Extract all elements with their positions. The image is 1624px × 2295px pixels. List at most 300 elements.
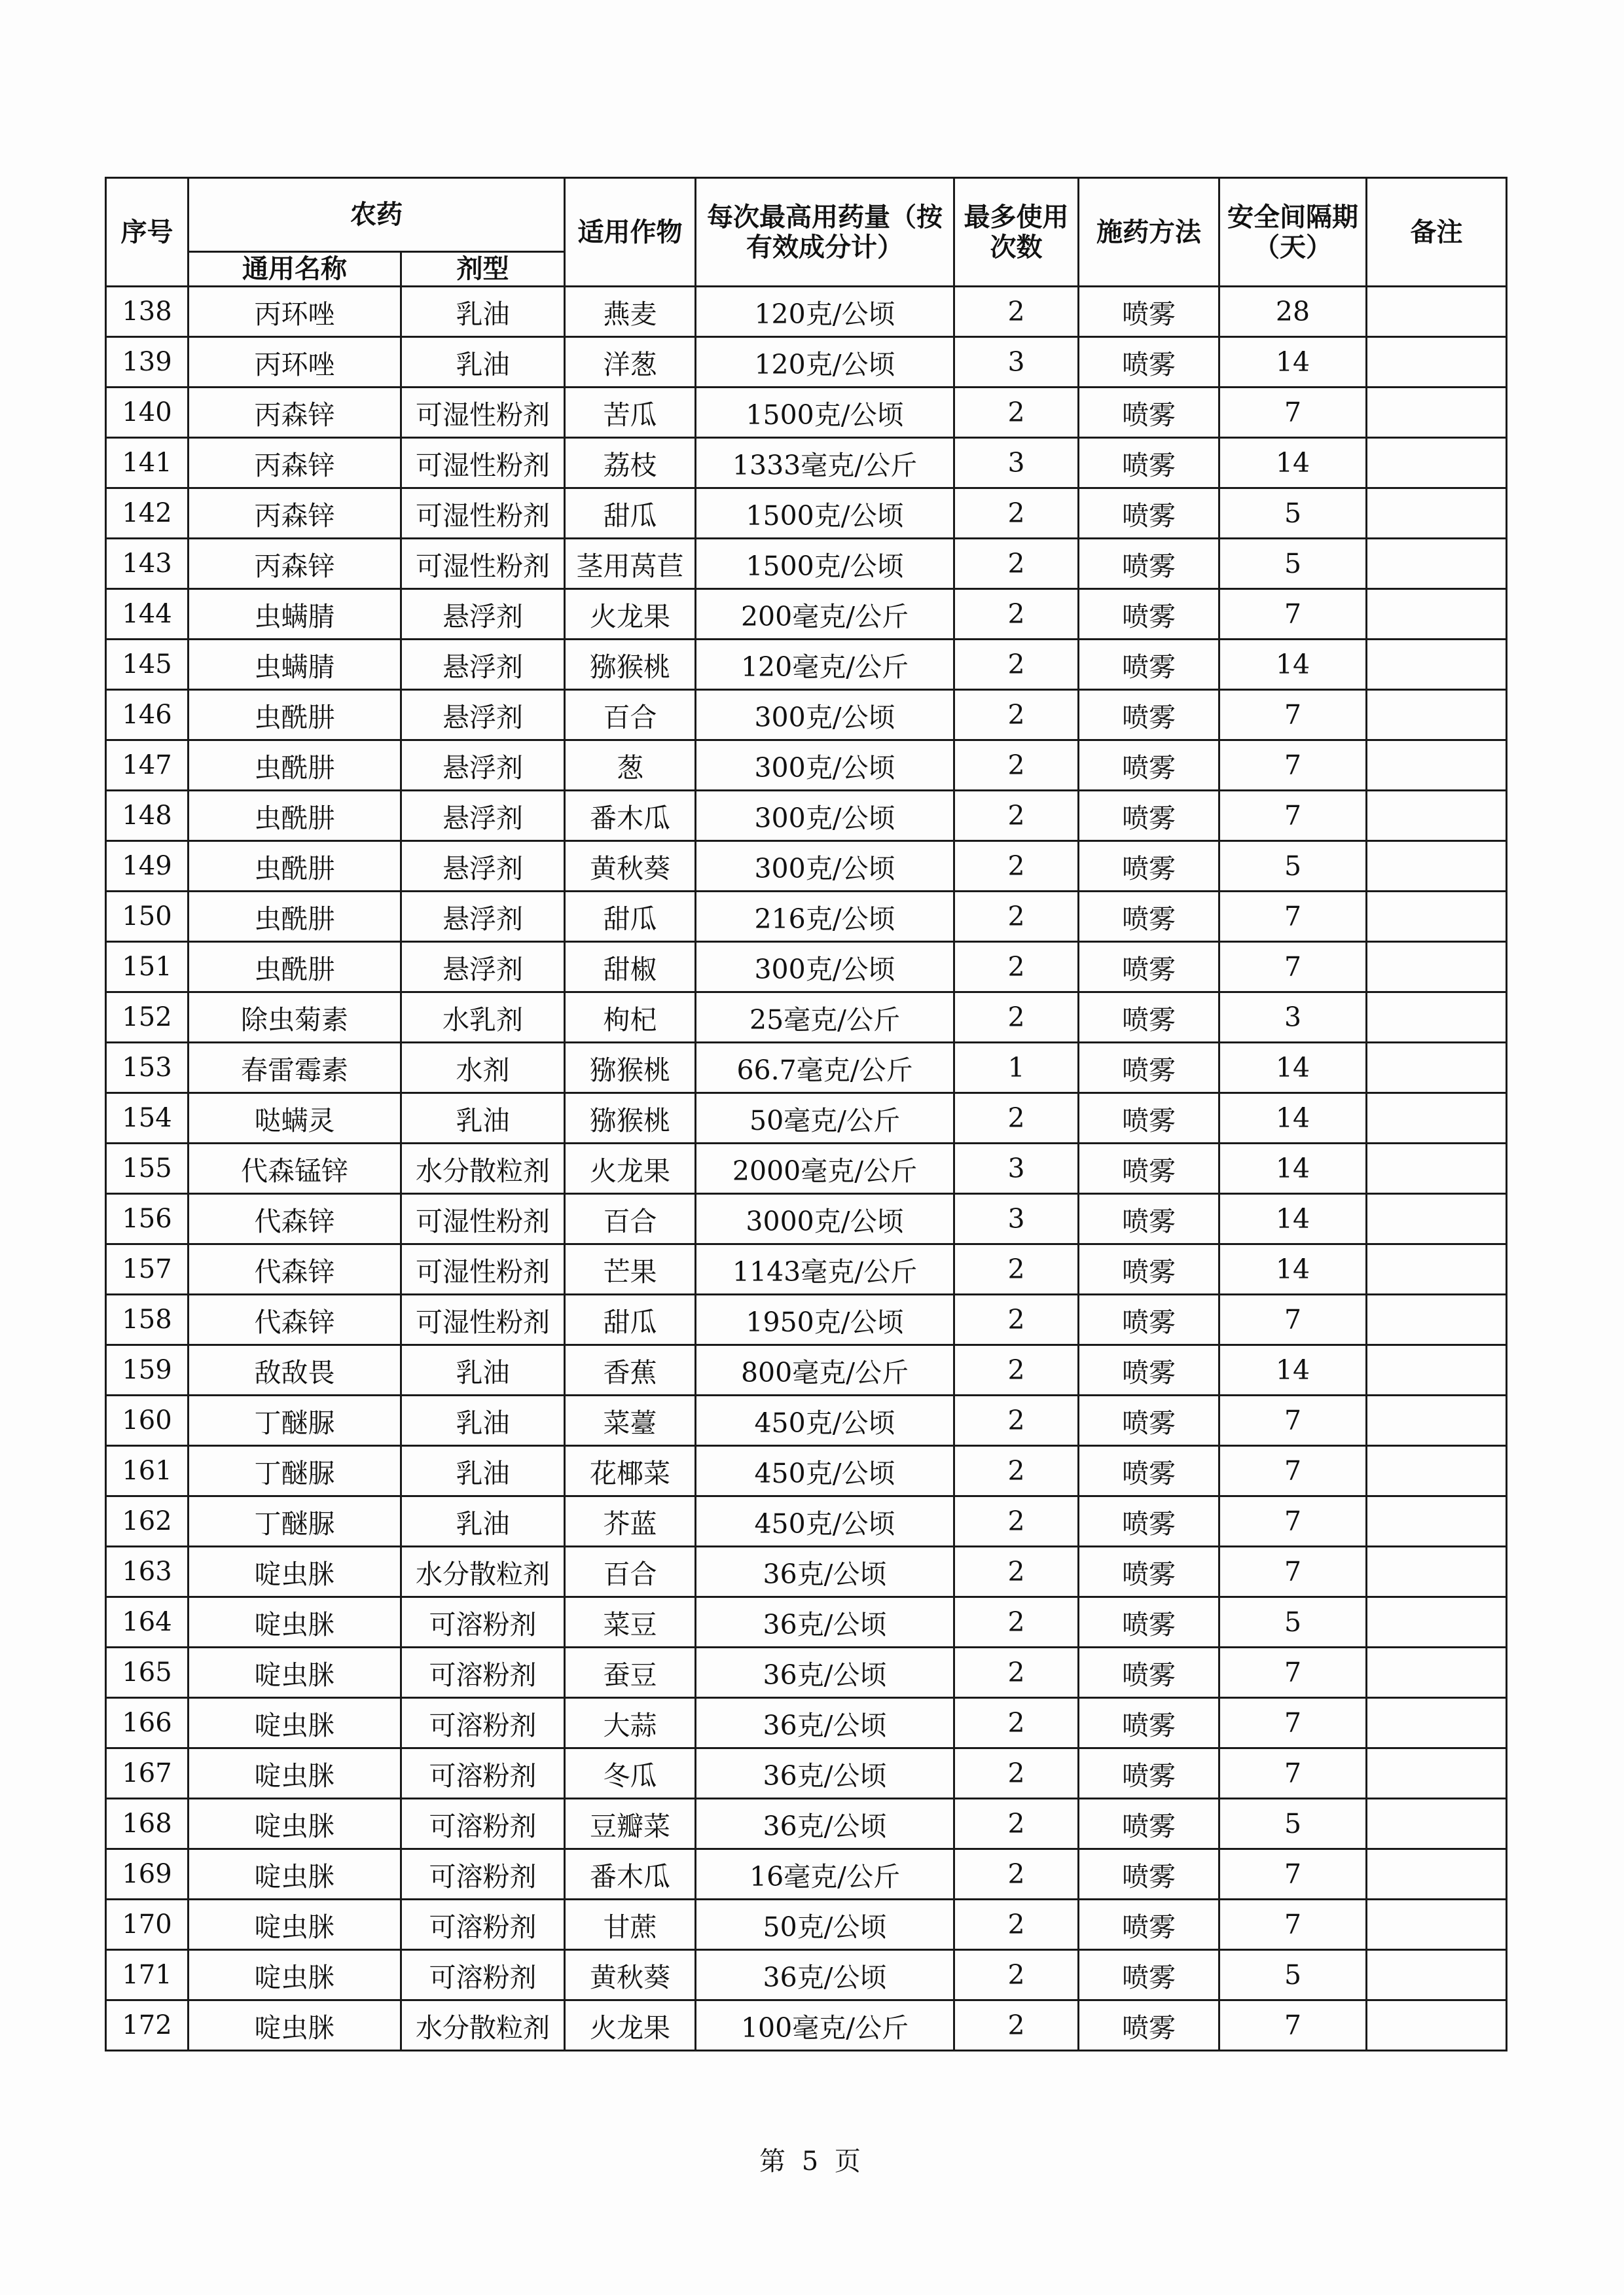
table-row [106,1496,1507,1547]
table-row [106,488,1507,539]
cell-formulation: 可溶粉剂 [401,1799,565,1849]
cell-no: 172 [106,2000,189,2051]
cell-formulation: 可溶粉剂 [401,1698,565,1748]
cell-no: 169 [106,1849,189,1900]
header-formulation: 剂型 [401,252,565,287]
cell-formulation: 水分散粒剂 [401,1547,565,1597]
cell-method: 喷雾 [1079,1950,1219,2000]
cell-max-dose: 66.7毫克/公斤 [696,1043,954,1093]
cell-safety-interval: 5 [1219,1597,1367,1648]
cell-formulation: 悬浮剂 [401,589,565,640]
cell-max-dose: 36克/公顷 [696,1799,954,1849]
cell-max-dose: 36克/公顷 [696,1547,954,1597]
cell-remarks [1367,690,1507,740]
cell-remarks [1367,589,1507,640]
cell-max-times: 2 [954,1597,1079,1648]
cell-method: 喷雾 [1079,791,1219,841]
cell-formulation: 水剂 [401,1043,565,1093]
cell-formulation: 悬浮剂 [401,791,565,841]
cell-crop: 甜瓜 [565,488,696,539]
cell-common-name: 丙森锌 [189,539,401,589]
table-header [106,178,1507,287]
cell-method: 喷雾 [1079,740,1219,791]
cell-formulation: 乳油 [401,287,565,337]
cell-common-name: 虫酰肼 [189,690,401,740]
cell-formulation: 乳油 [401,1496,565,1547]
cell-common-name: 代森锌 [189,1244,401,1295]
cell-formulation: 可湿性粉剂 [401,438,565,488]
cell-max-times: 2 [954,1496,1079,1547]
cell-remarks [1367,337,1507,388]
cell-no: 170 [106,1900,189,1950]
cell-max-times: 2 [954,1900,1079,1950]
cell-max-times: 2 [954,1950,1079,2000]
cell-max-times: 2 [954,1648,1079,1698]
cell-method: 喷雾 [1079,488,1219,539]
cell-no: 150 [106,892,189,942]
pesticide-table [105,177,1507,2051]
table-row [106,1698,1507,1748]
cell-remarks [1367,1748,1507,1799]
cell-max-times: 2 [954,1345,1079,1396]
cell-no: 144 [106,589,189,640]
cell-common-name: 虫螨腈 [189,640,401,690]
cell-max-times: 2 [954,1547,1079,1597]
table-row [106,539,1507,589]
table-row [106,2000,1507,2051]
table-row [106,438,1507,488]
cell-crop: 枸杞 [565,992,696,1043]
cell-method: 喷雾 [1079,892,1219,942]
cell-crop: 火龙果 [565,1144,696,1194]
cell-formulation: 水乳剂 [401,992,565,1043]
cell-crop: 荔枝 [565,438,696,488]
cell-no: 146 [106,690,189,740]
cell-max-times: 2 [954,1396,1079,1446]
cell-no: 168 [106,1799,189,1849]
cell-formulation: 悬浮剂 [401,740,565,791]
cell-remarks [1367,992,1507,1043]
table-row [106,791,1507,841]
header-remarks: 备注 [1367,178,1507,287]
cell-max-dose: 50毫克/公斤 [696,1093,954,1144]
cell-max-dose: 450克/公顷 [696,1396,954,1446]
cell-common-name: 虫酰肼 [189,841,401,892]
cell-max-times: 2 [954,942,1079,992]
cell-max-times: 2 [954,1446,1079,1496]
cell-no: 158 [106,1295,189,1345]
cell-no: 141 [106,438,189,488]
cell-common-name: 虫酰肼 [189,791,401,841]
cell-crop: 大蒜 [565,1698,696,1748]
cell-max-dose: 300克/公顷 [696,841,954,892]
cell-method: 喷雾 [1079,640,1219,690]
cell-no: 160 [106,1396,189,1446]
cell-max-dose: 2000毫克/公斤 [696,1144,954,1194]
cell-safety-interval: 7 [1219,690,1367,740]
cell-safety-interval: 7 [1219,1446,1367,1496]
cell-method: 喷雾 [1079,1597,1219,1648]
cell-formulation: 可湿性粉剂 [401,1295,565,1345]
cell-no: 143 [106,539,189,589]
cell-no: 153 [106,1043,189,1093]
cell-max-times: 3 [954,438,1079,488]
cell-no: 171 [106,1950,189,2000]
cell-max-times: 2 [954,1748,1079,1799]
cell-safety-interval: 7 [1219,589,1367,640]
cell-common-name: 代森锌 [189,1295,401,1345]
cell-formulation: 可溶粉剂 [401,1900,565,1950]
cell-max-dose: 200毫克/公斤 [696,589,954,640]
table-row [106,337,1507,388]
cell-crop: 甘蔗 [565,1900,696,1950]
cell-formulation: 可溶粉剂 [401,1748,565,1799]
cell-max-times: 3 [954,1194,1079,1244]
cell-common-name: 虫螨腈 [189,589,401,640]
cell-max-times: 3 [954,1144,1079,1194]
cell-remarks [1367,438,1507,488]
cell-remarks [1367,1547,1507,1597]
cell-no: 159 [106,1345,189,1396]
cell-safety-interval: 7 [1219,942,1367,992]
cell-safety-interval: 14 [1219,1093,1367,1144]
cell-common-name: 丙森锌 [189,438,401,488]
cell-max-times: 2 [954,791,1079,841]
cell-formulation: 可湿性粉剂 [401,539,565,589]
cell-max-dose: 36克/公顷 [696,1950,954,2000]
cell-remarks [1367,1093,1507,1144]
cell-common-name: 哒螨灵 [189,1093,401,1144]
cell-no: 164 [106,1597,189,1648]
cell-safety-interval: 14 [1219,1244,1367,1295]
cell-max-dose: 36克/公顷 [696,1698,954,1748]
table-row [106,1093,1507,1144]
cell-remarks [1367,740,1507,791]
table-row [106,1597,1507,1648]
cell-remarks [1367,1849,1507,1900]
cell-max-times: 2 [954,690,1079,740]
cell-formulation: 乳油 [401,1396,565,1446]
cell-crop: 黄秋葵 [565,1950,696,2000]
cell-max-dose: 36克/公顷 [696,1648,954,1698]
cell-max-dose: 36克/公顷 [696,1597,954,1648]
cell-max-dose: 25毫克/公斤 [696,992,954,1043]
cell-safety-interval: 14 [1219,438,1367,488]
cell-max-times: 2 [954,1295,1079,1345]
cell-formulation: 乳油 [401,337,565,388]
cell-method: 喷雾 [1079,1648,1219,1698]
cell-max-times: 2 [954,892,1079,942]
cell-method: 喷雾 [1079,942,1219,992]
cell-safety-interval: 7 [1219,1496,1367,1547]
cell-common-name: 丙环唑 [189,287,401,337]
cell-formulation: 可溶粉剂 [401,1950,565,2000]
cell-safety-interval: 5 [1219,488,1367,539]
cell-no: 147 [106,740,189,791]
table-row [106,1748,1507,1799]
cell-crop: 百合 [565,690,696,740]
cell-no: 138 [106,287,189,337]
cell-remarks [1367,388,1507,438]
cell-max-times: 2 [954,388,1079,438]
cell-formulation: 可溶粉剂 [401,1849,565,1900]
cell-no: 151 [106,942,189,992]
cell-max-dose: 1500克/公顷 [696,488,954,539]
table-row [106,892,1507,942]
cell-max-dose: 1143毫克/公斤 [696,1244,954,1295]
table-row [106,1950,1507,2000]
cell-safety-interval: 7 [1219,1648,1367,1698]
table-row [106,942,1507,992]
cell-no: 163 [106,1547,189,1597]
cell-crop: 菜豆 [565,1597,696,1648]
cell-common-name: 啶虫脒 [189,1698,401,1748]
cell-common-name: 啶虫脒 [189,1547,401,1597]
cell-method: 喷雾 [1079,1900,1219,1950]
table-row [106,1043,1507,1093]
cell-crop: 茎用莴苣 [565,539,696,589]
cell-remarks [1367,539,1507,589]
cell-crop: 豆瓣菜 [565,1799,696,1849]
table-row [106,1547,1507,1597]
cell-safety-interval: 14 [1219,1345,1367,1396]
cell-formulation: 可溶粉剂 [401,1648,565,1698]
cell-crop: 洋葱 [565,337,696,388]
table-row [106,589,1507,640]
cell-formulation: 水分散粒剂 [401,1144,565,1194]
cell-method: 喷雾 [1079,1698,1219,1748]
cell-max-dose: 450克/公顷 [696,1446,954,1496]
cell-max-times: 2 [954,539,1079,589]
cell-no: 154 [106,1093,189,1144]
cell-crop: 黄秋葵 [565,841,696,892]
cell-max-dose: 1950克/公顷 [696,1295,954,1345]
cell-remarks [1367,1295,1507,1345]
cell-method: 喷雾 [1079,1093,1219,1144]
cell-safety-interval: 14 [1219,1194,1367,1244]
cell-max-dose: 450克/公顷 [696,1496,954,1547]
cell-remarks [1367,1345,1507,1396]
cell-method: 喷雾 [1079,1345,1219,1396]
cell-safety-interval: 14 [1219,1144,1367,1194]
cell-remarks [1367,1698,1507,1748]
cell-crop: 芒果 [565,1244,696,1295]
cell-crop: 蚕豆 [565,1648,696,1698]
cell-max-times: 2 [954,740,1079,791]
cell-common-name: 啶虫脒 [189,1950,401,2000]
cell-max-dose: 16毫克/公斤 [696,1849,954,1900]
cell-max-dose: 300克/公顷 [696,942,954,992]
cell-method: 喷雾 [1079,1748,1219,1799]
cell-safety-interval: 14 [1219,337,1367,388]
cell-crop: 甜瓜 [565,892,696,942]
cell-common-name: 除虫菊素 [189,992,401,1043]
cell-max-dose: 120克/公顷 [696,287,954,337]
cell-formulation: 水分散粒剂 [401,2000,565,2051]
cell-method: 喷雾 [1079,388,1219,438]
cell-max-times: 2 [954,1244,1079,1295]
header-crop: 适用作物 [565,178,696,287]
cell-method: 喷雾 [1079,1446,1219,1496]
cell-common-name: 代森锌 [189,1194,401,1244]
cell-formulation: 悬浮剂 [401,690,565,740]
cell-crop: 火龙果 [565,589,696,640]
cell-crop: 香蕉 [565,1345,696,1396]
cell-no: 162 [106,1496,189,1547]
cell-max-times: 2 [954,488,1079,539]
cell-safety-interval: 3 [1219,992,1367,1043]
cell-safety-interval: 5 [1219,841,1367,892]
cell-safety-interval: 5 [1219,1799,1367,1849]
cell-remarks [1367,1496,1507,1547]
cell-safety-interval: 14 [1219,1043,1367,1093]
cell-no: 157 [106,1244,189,1295]
cell-method: 喷雾 [1079,2000,1219,2051]
table-row [106,1345,1507,1396]
cell-max-dose: 3000克/公顷 [696,1194,954,1244]
cell-safety-interval: 5 [1219,539,1367,589]
cell-crop: 葱 [565,740,696,791]
cell-remarks [1367,640,1507,690]
cell-safety-interval: 7 [1219,1295,1367,1345]
cell-max-dose: 36克/公顷 [696,1748,954,1799]
table-row [106,1648,1507,1698]
table-row [106,1194,1507,1244]
cell-common-name: 啶虫脒 [189,1748,401,1799]
table-row [106,640,1507,690]
cell-method: 喷雾 [1079,539,1219,589]
cell-no: 167 [106,1748,189,1799]
cell-max-times: 2 [954,1799,1079,1849]
cell-safety-interval: 7 [1219,892,1367,942]
cell-no: 166 [106,1698,189,1748]
cell-crop: 苦瓜 [565,388,696,438]
cell-safety-interval: 14 [1219,640,1367,690]
cell-no: 139 [106,337,189,388]
cell-method: 喷雾 [1079,1295,1219,1345]
cell-formulation: 可湿性粉剂 [401,1194,565,1244]
cell-max-dose: 300克/公顷 [696,740,954,791]
table-row [106,388,1507,438]
cell-max-times: 2 [954,2000,1079,2051]
cell-safety-interval: 7 [1219,1396,1367,1446]
cell-no: 140 [106,388,189,438]
cell-method: 喷雾 [1079,841,1219,892]
header-common-name: 通用名称 [189,252,401,287]
header-no: 序号 [106,178,189,287]
cell-no: 165 [106,1648,189,1698]
cell-method: 喷雾 [1079,337,1219,388]
cell-common-name: 丁醚脲 [189,1496,401,1547]
cell-remarks [1367,1950,1507,2000]
header-safety-interval: 安全间隔期（天） [1219,178,1367,287]
table-row [106,1849,1507,1900]
cell-no: 155 [106,1144,189,1194]
cell-common-name: 丙森锌 [189,488,401,539]
cell-crop: 冬瓜 [565,1748,696,1799]
cell-method: 喷雾 [1079,1396,1219,1446]
cell-remarks [1367,791,1507,841]
cell-crop: 番木瓜 [565,1849,696,1900]
cell-formulation: 可湿性粉剂 [401,488,565,539]
cell-safety-interval: 5 [1219,1950,1367,2000]
table-row [106,1244,1507,1295]
cell-max-times: 2 [954,640,1079,690]
cell-max-dose: 216克/公顷 [696,892,954,942]
cell-crop: 花椰菜 [565,1446,696,1496]
cell-remarks [1367,1446,1507,1496]
cell-remarks [1367,2000,1507,2051]
table-body [106,287,1507,2051]
cell-method: 喷雾 [1079,1043,1219,1093]
cell-max-dose: 300克/公顷 [696,791,954,841]
table-row [106,740,1507,791]
table-row [106,1144,1507,1194]
header-max-dose: 每次最高用药量（按有效成分计） [696,178,954,287]
table-row [106,287,1507,337]
cell-crop: 甜椒 [565,942,696,992]
cell-max-dose: 120克/公顷 [696,337,954,388]
cell-crop: 猕猴桃 [565,640,696,690]
cell-method: 喷雾 [1079,992,1219,1043]
header-pesticide: 农药 [189,178,565,252]
cell-remarks [1367,1648,1507,1698]
cell-safety-interval: 7 [1219,1698,1367,1748]
cell-max-times: 2 [954,1698,1079,1748]
cell-method: 喷雾 [1079,1799,1219,1849]
cell-crop: 燕麦 [565,287,696,337]
cell-max-times: 2 [954,589,1079,640]
cell-remarks [1367,942,1507,992]
table-row [106,1295,1507,1345]
cell-remarks [1367,1194,1507,1244]
cell-common-name: 虫酰肼 [189,942,401,992]
cell-formulation: 乳油 [401,1446,565,1496]
cell-max-dose: 100毫克/公斤 [696,2000,954,2051]
cell-common-name: 啶虫脒 [189,1648,401,1698]
cell-crop: 百合 [565,1194,696,1244]
page-number: 第 5 页 [759,2146,865,2177]
cell-max-dose: 300克/公顷 [696,690,954,740]
cell-safety-interval: 7 [1219,1849,1367,1900]
cell-method: 喷雾 [1079,1496,1219,1547]
cell-crop: 火龙果 [565,2000,696,2051]
cell-formulation: 可湿性粉剂 [401,388,565,438]
cell-formulation: 乳油 [401,1093,565,1144]
cell-method: 喷雾 [1079,690,1219,740]
cell-common-name: 啶虫脒 [189,1900,401,1950]
cell-remarks [1367,1597,1507,1648]
cell-safety-interval: 7 [1219,740,1367,791]
cell-common-name: 丙环唑 [189,337,401,388]
cell-safety-interval: 7 [1219,1748,1367,1799]
cell-crop: 猕猴桃 [565,1093,696,1144]
cell-method: 喷雾 [1079,287,1219,337]
cell-method: 喷雾 [1079,589,1219,640]
cell-max-times: 2 [954,992,1079,1043]
cell-common-name: 虫酰肼 [189,740,401,791]
cell-no: 142 [106,488,189,539]
cell-crop: 甜瓜 [565,1295,696,1345]
cell-method: 喷雾 [1079,1194,1219,1244]
cell-max-times: 2 [954,1093,1079,1144]
cell-method: 喷雾 [1079,1244,1219,1295]
table-row [106,1396,1507,1446]
cell-crop: 百合 [565,1547,696,1597]
cell-common-name: 代森锰锌 [189,1144,401,1194]
cell-formulation: 可湿性粉剂 [401,1244,565,1295]
cell-safety-interval: 7 [1219,2000,1367,2051]
